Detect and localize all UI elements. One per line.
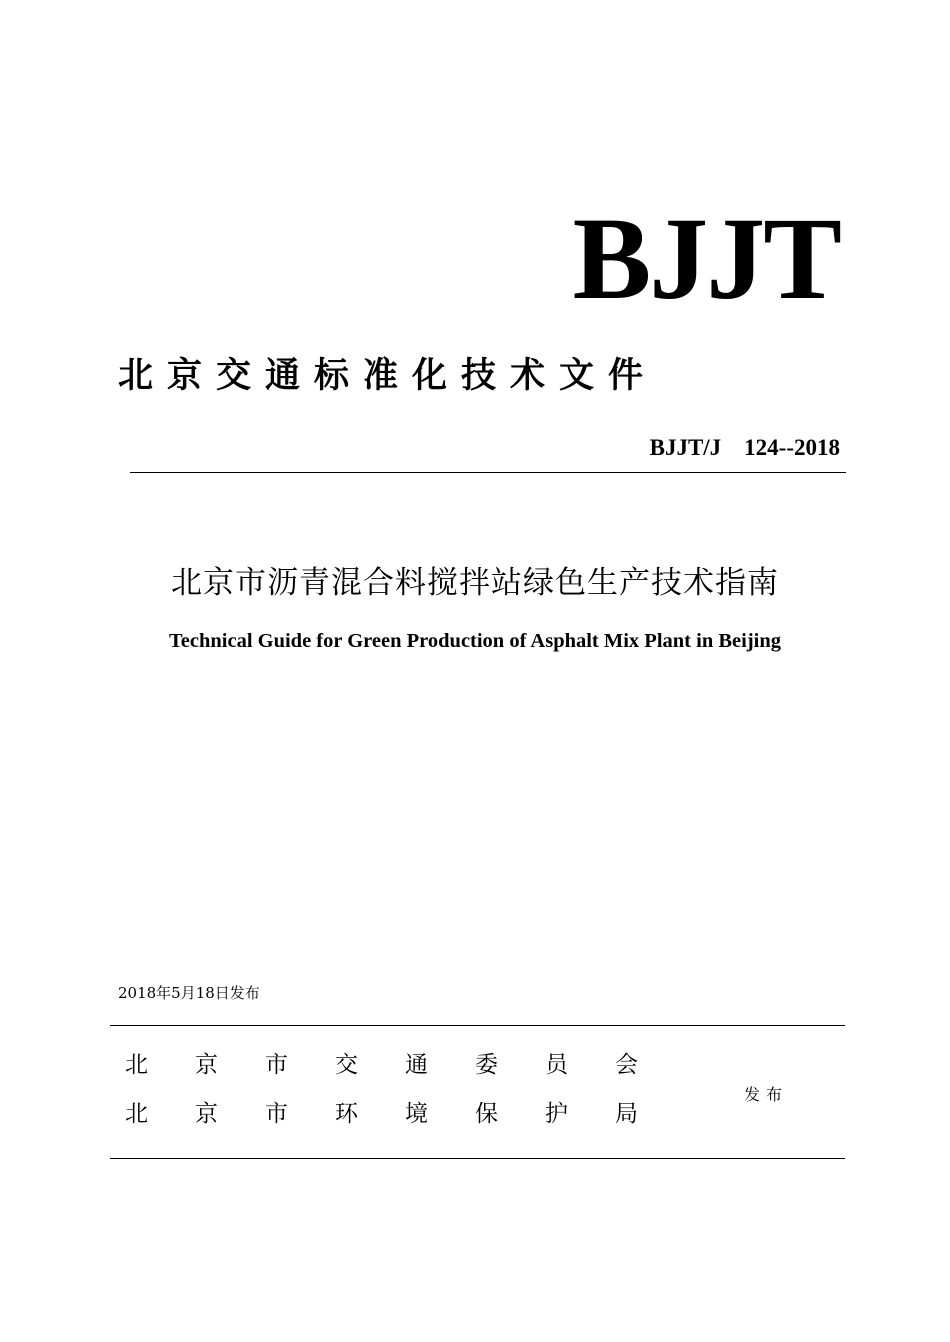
issuer-environment-bureau [125,1099,685,1129]
standard-logo: BJJT [572,193,840,324]
issuer-char: 北 [125,1101,148,1127]
issuer-char: 境 [405,1101,428,1127]
document-title-english: Technical Guide for Green Production of Asphalt Mix Plant in Beijing [168,630,781,652]
issuer-char: 护 [545,1101,568,1127]
issuer-transport-commission [125,1050,685,1080]
issuer-bottom-divider [110,1158,845,1159]
issuer-char: 市 [265,1052,288,1078]
issuer-char: 环 [335,1101,358,1127]
issuer-char: 员 [545,1052,568,1078]
issuer-char: 京 [195,1052,218,1078]
issuer-char: 委 [475,1052,498,1078]
document-number: BJJT/J 124--2018 [649,435,840,460]
header-divider [130,472,846,473]
issuer-char: 北 [125,1052,148,1078]
issuer-top-divider [110,1025,845,1026]
issuer-char: 市 [265,1101,288,1127]
issuer-char: 局 [615,1101,638,1127]
issuer-char: 京 [195,1101,218,1127]
publish-label: 发布 [744,1085,789,1104]
issue-date: 2018年5月18日发布 [118,984,260,1002]
issuer-char: 交 [335,1052,358,1078]
issuer-char: 通 [405,1052,428,1078]
document-title-chinese: 北京市沥青混合料搅拌站绿色生产技术指南 [171,565,779,601]
issuer-char: 保 [475,1101,498,1127]
issuer-char: 会 [615,1052,638,1078]
series-title: 北京交通标准化技术文件 [118,356,658,396]
